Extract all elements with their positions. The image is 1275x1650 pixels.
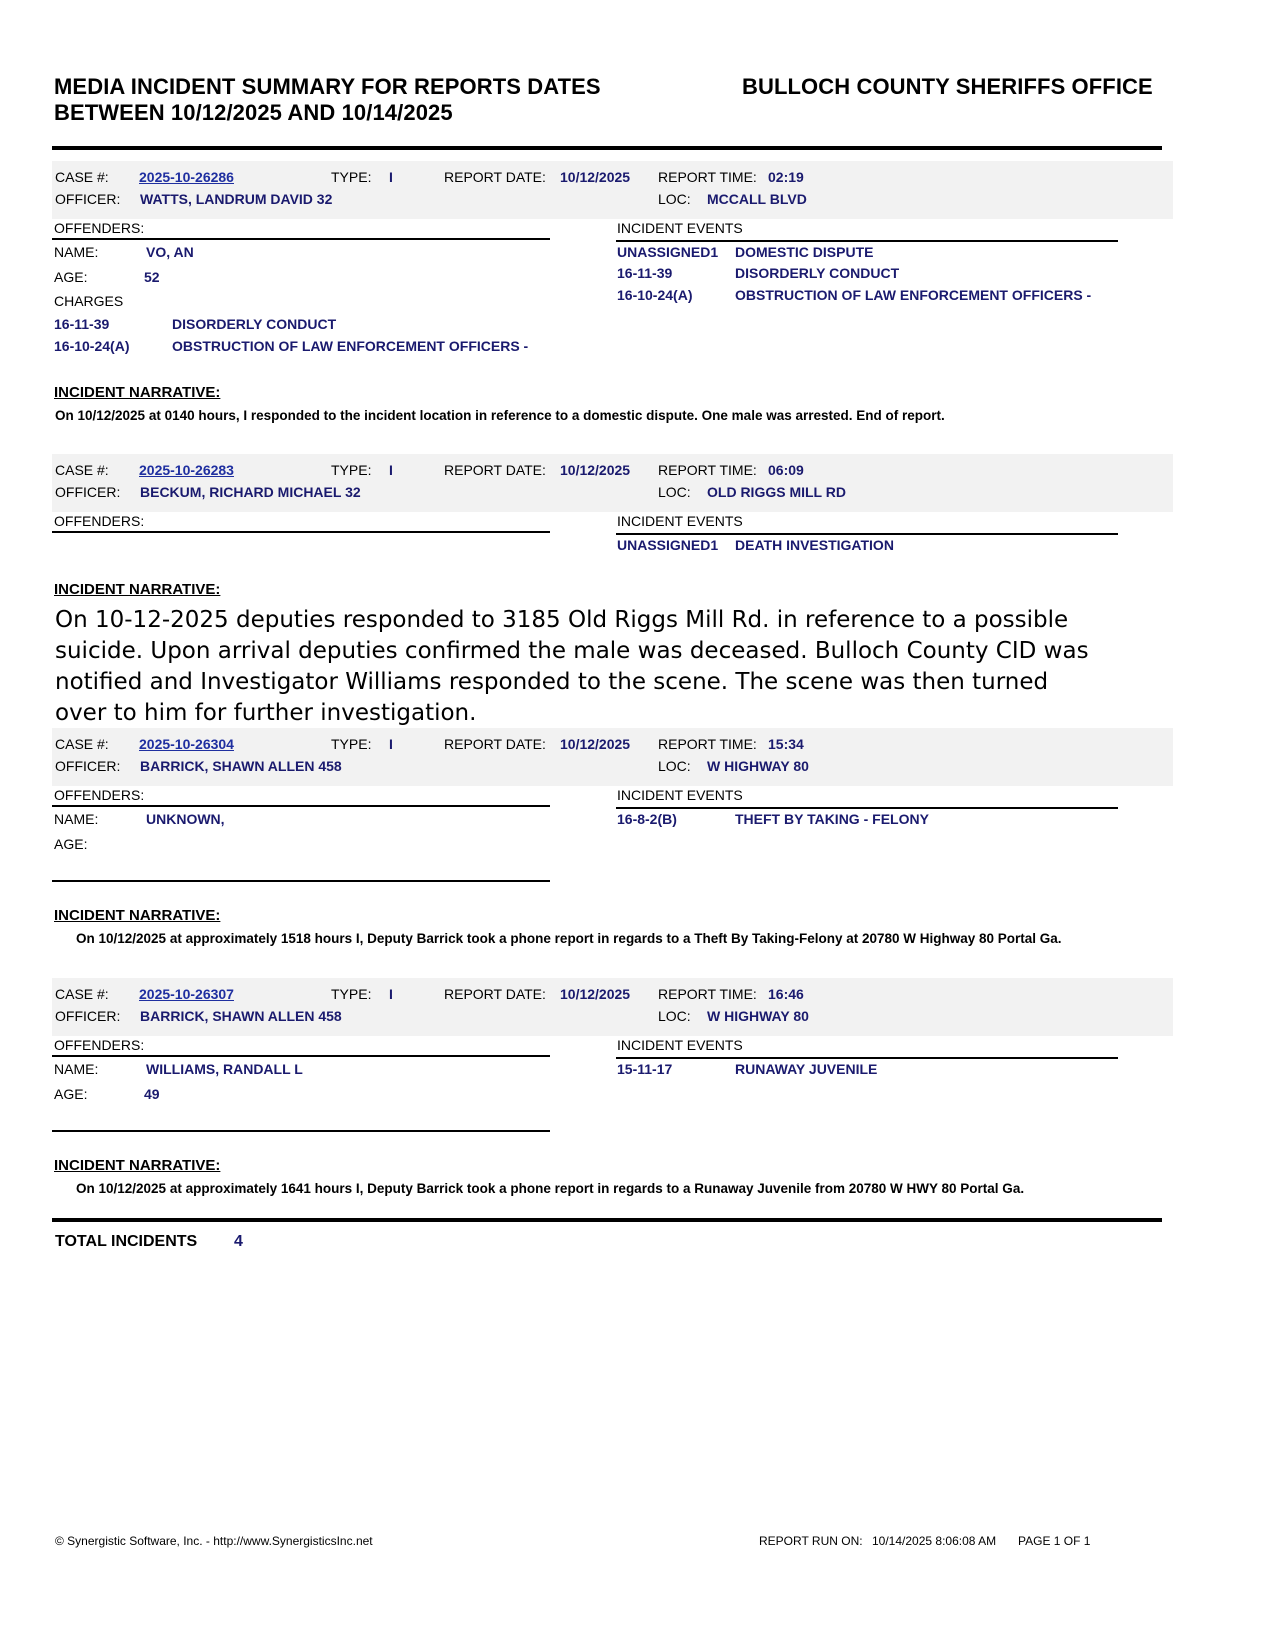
loc-value: W HIGHWAY 80 [707,1008,809,1024]
events-rule [616,240,1118,242]
offenders-rule [52,1055,550,1057]
case-number-link[interactable]: 2025-10-26286 [139,169,234,185]
report-date-value: 10/12/2025 [560,169,631,185]
agency-name: BULLOCH COUNTY SHERIFFS OFFICE [742,74,1153,99]
offenders-rule [52,805,550,807]
offender-name: WILLIAMS, RANDALL L [146,1061,303,1077]
event-desc: DOMESTIC DISPUTE [735,244,874,260]
type-label: TYPE: [331,736,372,752]
event-code: UNASSIGNED1 [617,244,719,260]
incident-events-label: INCIDENT EVENTS [617,513,743,529]
case-label: CASE #: [55,169,109,185]
case-label: CASE #: [55,462,109,478]
age-label: AGE: [54,269,88,285]
offenders-rule [52,531,550,533]
charge-desc: DISORDERLY CONDUCT [172,316,337,332]
type-label: TYPE: [331,169,372,185]
narrative-text: On 10/12/2025 at approximately 1641 hours I, Deputy Barrick took a phone report in regards to a Runaway Juvenile from 20780 W HWY 80 Portal Ga. [76,1181,1025,1196]
offenders-label: OFFENDERS: [54,220,145,236]
charge-desc: OBSTRUCTION OF LAW ENFORCEMENT OFFICERS - [172,338,529,354]
event-code: 16-11-39 [617,265,673,281]
narrative-heading: INCIDENT NARRATIVE: [54,581,221,598]
report-date-label: REPORT DATE: [444,736,546,752]
loc-label: LOC: [658,758,691,774]
type-value: I [389,986,393,1002]
report-time-value: 16:46 [768,986,804,1002]
report-title-line1: MEDIA INCIDENT SUMMARY FOR REPORTS DATES [54,74,601,99]
report-time-value: 15:34 [768,736,804,752]
offenders-rule [52,238,550,240]
offenders-end-rule [52,880,550,882]
report-date-label: REPORT DATE: [444,986,546,1002]
offenders-end-rule [52,1130,550,1132]
name-label: NAME: [54,244,99,260]
totals-rule [52,1218,1162,1222]
header-rule [52,146,1162,150]
case-number-link[interactable]: 2025-10-26307 [139,986,234,1002]
case-number-link[interactable]: 2025-10-26304 [139,736,234,752]
event-desc: OBSTRUCTION OF LAW ENFORCEMENT OFFICERS - [735,287,1092,303]
narrative-heading: INCIDENT NARRATIVE: [54,1157,221,1174]
loc-label: LOC: [658,191,691,207]
event-code: 16-8-2(B) [617,811,677,827]
report-time-label: REPORT TIME: [658,462,757,478]
footer-page: PAGE 1 OF 1 [1018,1534,1091,1548]
narrative-text: On 10-12-2025 deputies responded to 3185 Old Riggs Mill Rd. in reference to a possible suicide. Upon arrival deputies confirmed the male was deceased. Bulloch County CID was notified and Investigator Williams responded to the scene. The scene was then turned over to him for further investigation. [55,607,1089,726]
offenders-label: OFFENDERS: [54,787,145,803]
offenders-label: OFFENDERS: [54,513,145,529]
report-time-value: 06:09 [768,462,804,478]
report-date-value: 10/12/2025 [560,462,631,478]
event-desc: RUNAWAY JUVENILE [735,1061,878,1077]
type-label: TYPE: [331,986,372,1002]
total-incidents-label: TOTAL INCIDENTS [55,1233,198,1250]
narrative-text: On 10/12/2025 at 0140 hours, I responded to the incident location in reference to a domestic dispute. One male was arrested. End of report. [55,408,945,423]
event-desc: THEFT BY TAKING - FELONY [735,811,929,827]
events-rule [616,533,1118,535]
incident-events-label: INCIDENT EVENTS [617,1037,743,1053]
event-desc: DISORDERLY CONDUCT [735,265,900,281]
name-label: NAME: [54,811,99,827]
loc-value: W HIGHWAY 80 [707,758,809,774]
report-time-label: REPORT TIME: [658,169,757,185]
report-time-label: REPORT TIME: [658,986,757,1002]
name-label: NAME: [54,1061,99,1077]
offender-name: VO, AN [146,244,194,260]
officer-label: OFFICER: [55,484,121,500]
officer-value: BARRICK, SHAWN ALLEN 458 [140,1008,342,1024]
event-desc: DEATH INVESTIGATION [735,537,894,553]
report-date-label: REPORT DATE: [444,169,546,185]
officer-label: OFFICER: [55,1008,121,1024]
offender-age: 52 [144,269,160,285]
footer-run-on-value: 10/14/2025 8:06:08 AM [872,1534,997,1548]
event-code: UNASSIGNED1 [617,537,719,553]
narrative-heading: INCIDENT NARRATIVE: [54,384,221,401]
case-label: CASE #: [55,986,109,1002]
type-label: TYPE: [331,462,372,478]
officer-value: BECKUM, RICHARD MICHAEL 32 [140,484,361,500]
loc-value: MCCALL BLVD [707,191,807,207]
type-value: I [389,736,393,752]
events-rule [616,1057,1118,1059]
event-code: 16-10-24(A) [617,287,693,303]
officer-label: OFFICER: [55,758,121,774]
charge-code: 16-11-39 [54,316,110,332]
age-label: AGE: [54,836,88,852]
events-rule [616,807,1118,809]
narrative-heading: INCIDENT NARRATIVE: [54,907,221,924]
footer-run-on-label: REPORT RUN ON: [759,1534,863,1548]
loc-label: LOC: [658,1008,691,1024]
officer-value: WATTS, LANDRUM DAVID 32 [140,191,333,207]
offender-age: 49 [144,1086,160,1102]
report-date-value: 10/12/2025 [560,736,631,752]
report-time-label: REPORT TIME: [658,736,757,752]
type-value: I [389,169,393,185]
loc-value: OLD RIGGS MILL RD [707,484,846,500]
report-date-value: 10/12/2025 [560,986,631,1002]
loc-label: LOC: [658,484,691,500]
report-time-value: 02:19 [768,169,804,185]
offender-name: UNKNOWN, [146,811,225,827]
event-code: 15-11-17 [617,1061,673,1077]
charge-code: 16-10-24(A) [54,338,130,354]
case-number-link[interactable]: 2025-10-26283 [139,462,234,478]
charges-label: CHARGES [54,293,124,309]
case-label: CASE #: [55,736,109,752]
incident-events-label: INCIDENT EVENTS [617,220,743,236]
type-value: I [389,462,393,478]
age-label: AGE: [54,1086,88,1102]
footer-copyright: © Synergistic Software, Inc. - http://www.SynergisticsInc.net [55,1534,373,1548]
officer-value: BARRICK, SHAWN ALLEN 458 [140,758,342,774]
incident-events-label: INCIDENT EVENTS [617,787,743,803]
narrative-text: On 10/12/2025 at approximately 1518 hours I, Deputy Barrick took a phone report in regards to a Theft By Taking-Felony at 20780 W Highway 80 Portal Ga. [76,931,1062,946]
total-incidents-count: 4 [234,1233,243,1250]
report-date-label: REPORT DATE: [444,462,546,478]
report-title-line2: BETWEEN 10/12/2025 AND 10/14/2025 [54,100,453,125]
offenders-label: OFFENDERS: [54,1037,145,1053]
officer-label: OFFICER: [55,191,121,207]
